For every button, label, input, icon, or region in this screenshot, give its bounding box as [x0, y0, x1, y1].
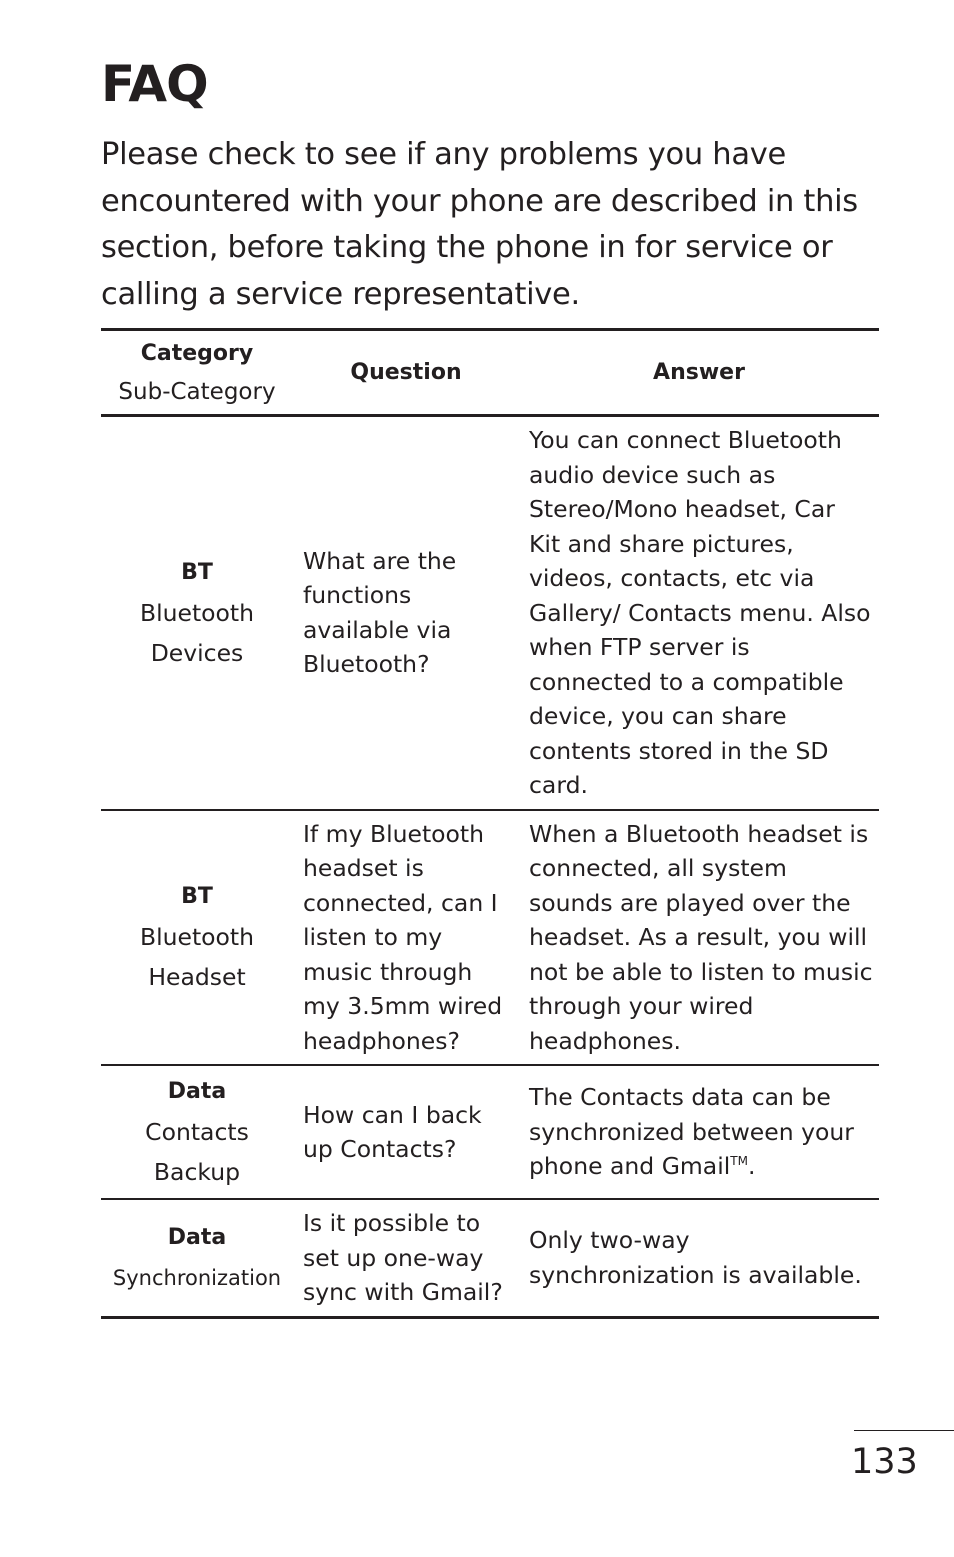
category-cell — [101, 416, 293, 810]
sub-category-label: Bluetooth — [139, 598, 255, 627]
answer-text: The Contacts data can be synchronized between your phone and Gmail — [529, 1083, 854, 1181]
page-title: FAQ — [101, 55, 208, 113]
sub-category-label: Backup — [153, 1158, 241, 1186]
category-cell — [101, 1065, 293, 1199]
table-row — [101, 416, 879, 810]
category-cell — [101, 810, 293, 1066]
page-number: 133 — [851, 1442, 918, 1482]
intro-paragraph: Please check to see if any problems you have encountered with your phone are described in this section, before taking the phone in for service or calling a service representative. — [101, 137, 858, 312]
question-cell: How can I back up Contacts? — [303, 1100, 482, 1163]
faq-table — [101, 328, 879, 1319]
sub-category-label: Devices — [150, 638, 244, 667]
header-question: Question — [350, 359, 462, 385]
category-label: Data — [167, 1079, 227, 1104]
category-cell — [101, 1199, 293, 1317]
sub-category-label: Bluetooth — [139, 923, 255, 952]
question-cell: Is it possible to set up one-way sync with Gmail? — [303, 1209, 503, 1306]
header-answer: Answer — [653, 359, 745, 385]
sub-category-label: Synchronization — [112, 1265, 282, 1290]
answer-text-end: . — [747, 1152, 756, 1181]
header-sub-category: Sub-Category — [118, 378, 276, 405]
header-row — [101, 330, 879, 416]
category-label: BT — [181, 559, 213, 585]
table-row — [101, 810, 879, 1066]
table-row — [101, 1065, 879, 1199]
category-label: BT — [181, 884, 213, 910]
answer-cell: Only two-way synchronization is available. — [529, 1226, 862, 1289]
category-label: Data — [167, 1224, 227, 1250]
sub-category-label: Contacts — [145, 1118, 249, 1146]
faq-table-header — [101, 330, 879, 416]
page-number-rule — [854, 1430, 954, 1431]
answer-cell: You can connect Bluetooth audio device such as Stereo/Mono headset, Car Kit and share pictures, videos, contacts, etc via Gallery/ Contacts menu. Also when FTP server is connected to a compatible device, you can share contents stored in the SD card. — [529, 426, 871, 799]
header-category-cell — [101, 330, 293, 416]
answer-cell — [519, 1065, 879, 1199]
question-cell: If my Bluetooth headset is connected, can I listen to my music through my 3.5mm wired headphones? — [303, 819, 503, 1055]
answer-cell: When a Bluetooth headset is connected, all system sounds are played over the headset. As a result, you will not be able to listen to music through your wired headphones. — [529, 819, 873, 1055]
header-answer-cell — [519, 330, 879, 416]
sub-category-label: Headset — [148, 963, 246, 992]
trademark-superscript: TM — [730, 1154, 748, 1169]
question-cell: What are the functions available via Bluetooth? — [303, 546, 457, 679]
header-category: Category — [140, 340, 254, 366]
header-question-cell — [293, 330, 519, 416]
table-row — [101, 1199, 879, 1317]
